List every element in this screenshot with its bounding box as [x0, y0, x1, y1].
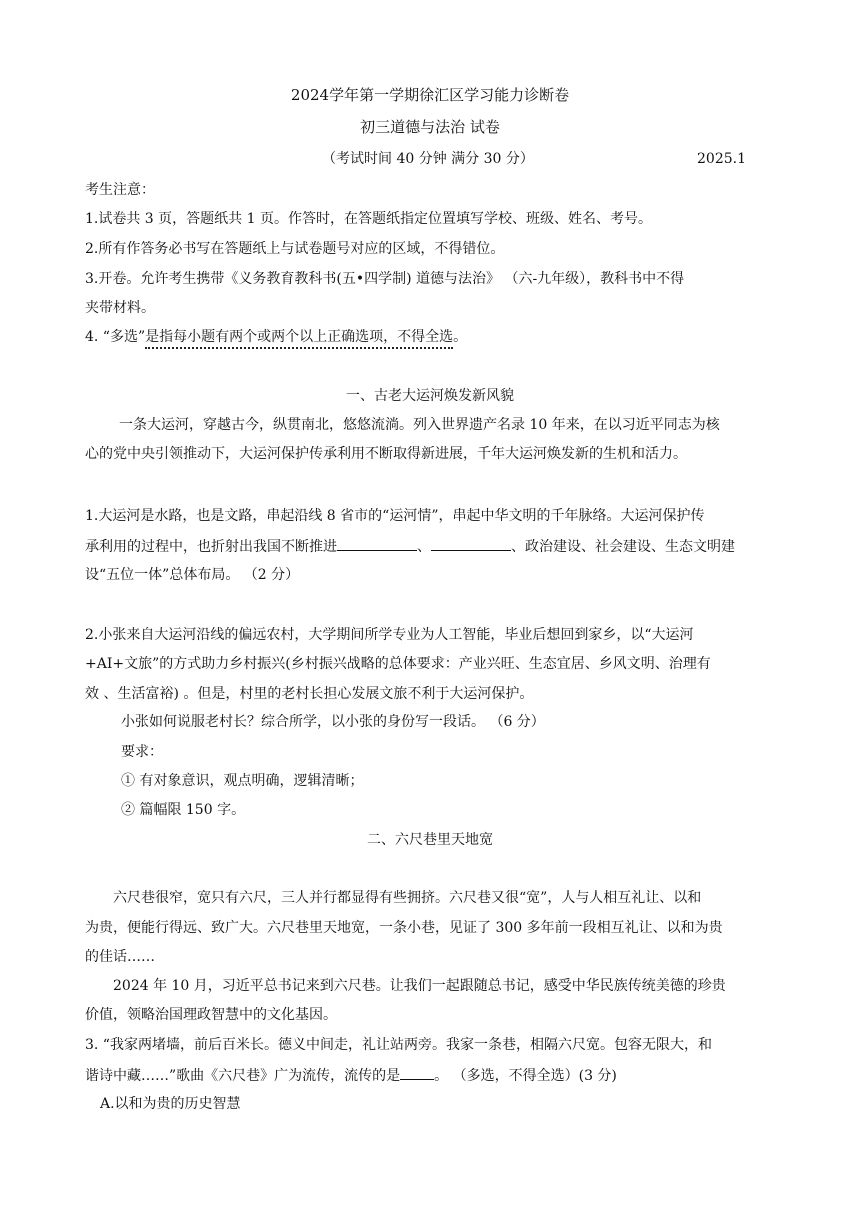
notice-item-1: 1.试卷共 3 页，答题纸共 1 页。作答时，在答题纸指定位置填写学校、班级、姓名、考号。 [85, 211, 652, 227]
section1-heading: 一、古老大运河焕发新风貌 [346, 388, 514, 404]
section2-para1-line1: 六尺巷很窄，宽只有六尺，三人并行都显得有些拥挤。六尺巷又很“宽”，人与人相互礼让、以和 [113, 890, 702, 906]
question-3-line1: 3. “我家两堵墙，前后百米长。德义中间走，礼让站两旁。我家一条巷，相隔六尺宽。包容无限大，和 [85, 1037, 712, 1053]
answer-blank-1 [337, 536, 417, 551]
section2-para2-line1: 2024 年 10 月，习近平总书记来到六尺巷。让我们一起跟随总书记，感受中华民族传统美德的珍贵 [113, 978, 726, 994]
exam-subtitle: 初三道德与法治 试卷 [360, 118, 500, 136]
exam-info: （考试时间 40 分钟 满分 30 分） [322, 151, 534, 167]
notice-item-3-cont: 夹带材料。 [85, 300, 155, 316]
section2-para2-line2: 价值，领略治国理政智慧中的文化基因。 [85, 1007, 337, 1023]
exam-title: 2024学年第一学期徐汇区学习能力诊断卷 [290, 86, 570, 104]
question-1-text-a: 承利用的过程中，也折射出我国不断推进 [85, 539, 337, 555]
question-2-prompt: 小张如何说服老村长？综合所学，以小张的身份写一段话。 （6 分） [121, 714, 545, 730]
question-2-requirements: 要求： [121, 744, 163, 760]
notice-item-4-emphasis: 是指每小题有两个或两个以上正确选项，不得全选 [145, 329, 453, 349]
question-2-line2: +AI+文旅”的方式助力乡村振兴(乡村振兴战略的总体要求：产业兴旺、生态宜居、乡风文明、治理有 [85, 656, 711, 672]
question-1-text-b: 、 [417, 539, 431, 555]
question-3-line2 [85, 1065, 617, 1085]
exam-date: 2025.1 [697, 151, 746, 167]
question-1-line3: 设“五位一体”总体布局。 （2 分） [85, 567, 300, 583]
question-1-text-c: 、政治建设、社会建设、生态文明建 [511, 539, 735, 555]
section1-intro-line2: 心的党中央引领推动下，大运河保护传承利用不断取得新进展，千年大运河焕发新的生机和活力。 [85, 446, 687, 462]
section2-para1-line2: 为贵，便能行得远、致广大。六尺巷里天地宽，一条小巷，见证了 300 多年前一段相互礼让、以和为贵 [85, 920, 723, 936]
section2-para1-line3: 的佳话…… [85, 949, 155, 965]
question-3-text-a: 谐诗中藏……”歌曲《六尺巷》广为流传，流传的是 [85, 1068, 401, 1084]
question-3-text-b: 。 （多选，不得全选）(3 分) [434, 1068, 617, 1084]
notice-item-4 [85, 328, 467, 346]
section1-intro-line1: 一条大运河，穿越古今，纵贯南北，悠悠流淌。列入世界遗产名录 10 年来，在以习近平同志为核 [119, 417, 720, 433]
notice-item-2: 2.所有作答务必书写在答题纸上与试卷题号对应的区域，不得错位。 [85, 241, 505, 257]
answer-blank-3 [400, 1065, 434, 1080]
notice-item-4-prefix: 4. “多选” [85, 329, 146, 345]
section2-heading: 二、六尺巷里天地宽 [367, 832, 493, 848]
answer-blank-2 [431, 536, 511, 551]
question-2-requirement-2: ② 篇幅限 150 字。 [121, 802, 246, 818]
notice-item-3: 3.开卷。允许考生携带《义务教育教科书(五•四学制) 道德与法治》 （六-九年级），教科书中不得 [85, 271, 685, 287]
notice-heading: 考生注意： [85, 182, 155, 198]
question-1-line1: 1.大运河是水路，也是文路，串起沿线 8 省市的“运河情”，串起中华文明的千年脉络。大运河保护传 [85, 508, 705, 524]
question-3-option-a: A.以和为贵的历史智慧 [100, 1096, 241, 1112]
question-2-requirement-1: ① 有对象意识，观点明确，逻辑清晰； [121, 773, 364, 789]
question-2-line3: 效 、生活富裕) 。但是，村里的老村长担心发展文旅不利于大运河保护。 [85, 686, 534, 702]
question-2-line1: 2.小张来自大运河沿线的偏远农村，大学期间所学专业为人工智能，毕业后想回到家乡，以“大运河 [85, 627, 694, 643]
question-1-line2 [85, 536, 735, 556]
notice-item-4-suffix: 。 [453, 329, 468, 345]
